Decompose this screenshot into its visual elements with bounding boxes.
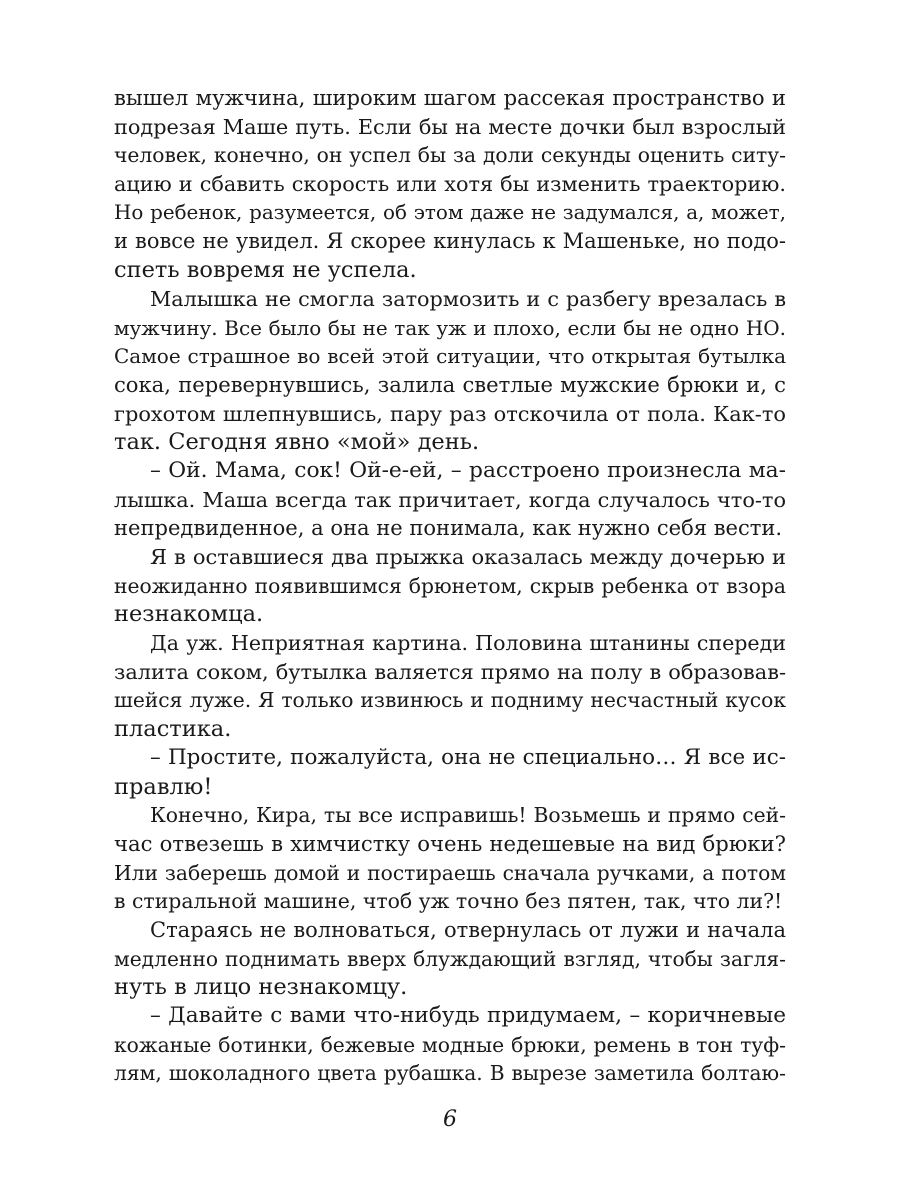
text-line: Но ребенок, разумеется, об этом даже не задумался, а, может, [114,200,786,224]
text-line: залита соком, бутылка валяется прямо на полу в образовав- [114,659,786,684]
text-line: грохотом шлепнувшись, пару раз отскочила от пола. Как-то [114,401,786,426]
paragraph [114,744,786,801]
text-line: пластика. [114,716,232,743]
book-page-body [114,84,786,1088]
paragraph [114,285,786,457]
text-line: неожиданно появившимся брюнетом, скрыв ребенка от взора [114,573,786,598]
text-line: – Ой. Мама, сок! Ой-е-ей, – расстроено произнесла ма- [150,457,786,483]
text-line: кожаные ботинки, бежевые модные брюки, ремень в тон туф- [114,1032,786,1057]
text-line: лышка. Маша всегда так причитает, когда случалось что-то [114,487,786,512]
text-line: человек, конечно, он успел бы за доли секунды оценить ситу- [114,143,786,168]
text-line: Самое страшное во всей этой ситуации, что открытая бутылка [114,344,786,369]
text-line: шейся луже. Я только извинюсь и подниму несчастный кусок [114,688,786,713]
text-line: и вовсе не увидел. Я скорее кинулась к Машеньке, но подо- [114,229,786,254]
text-line: нуть в лицо незнакомцу. [114,974,408,1001]
paragraph [114,629,786,744]
text-line: – Давайте с вами что-нибудь придумаем, – коричневые [150,1003,786,1028]
paragraph [114,801,786,916]
text-line: в стиральной машине, чтоб уж точно без пятен, так, что ли?! [114,889,783,914]
text-line: Да уж. Неприятная картина. Половина штанины спереди [150,631,786,656]
text-line: лям, шоколадного цвета рубашка. В вырезе заметила болтаю- [114,1061,786,1086]
text-line: медленно поднимать вверх блуждающий взгляд, чтобы загля- [114,946,786,971]
text-line: час отвезешь в химчистку очень недешевые на вид брюки? [114,830,786,856]
text-line: – Простите, пожалуйста, она не специально… Я все ис- [150,744,786,770]
text-line: Конечно, Кира, ты все исправишь! Возьмешь и прямо сей- [150,803,786,828]
page-number: 6 [443,1107,457,1132]
paragraph [114,543,786,629]
paragraph [114,916,786,1002]
text-line: подрезая Маше путь. Если бы на месте дочки был взрослый [114,114,786,139]
text-line: вышел мужчина, широким шагом рассекая пространство и [114,85,786,110]
text-line: спеть вовремя не успела. [114,257,417,284]
text-line: мужчину. Все было бы не так уж и плохо, если бы не одно НО. [114,315,786,340]
text-line: ацию и сбавить скорость или хотя бы изменить траекторию. [114,172,786,197]
paragraph [114,84,786,285]
text-line: Я в оставшиеся два прыжка оказалась между дочерью и [150,545,786,569]
text-line: Малышка не смогла затормозить и с разбегу врезалась в [150,286,786,311]
text-line: так. Сегодня явно «мой» день. [114,429,480,456]
text-line: Или заберешь домой и постираешь сначала ручками, а потом [114,860,786,885]
text-line: непредвиденное, а она не понимала, как нужно себя вести. [114,515,783,541]
paragraph [114,1002,786,1088]
paragraph [114,457,786,543]
text-line: правлю! [114,773,213,800]
text-line: незнакомца. [114,601,264,628]
text-line: сока, перевернувшись, залила светлые мужские брюки и, с [114,371,786,397]
text-line: Стараясь не волноваться, отвернулась от лужи и начала [150,917,786,942]
